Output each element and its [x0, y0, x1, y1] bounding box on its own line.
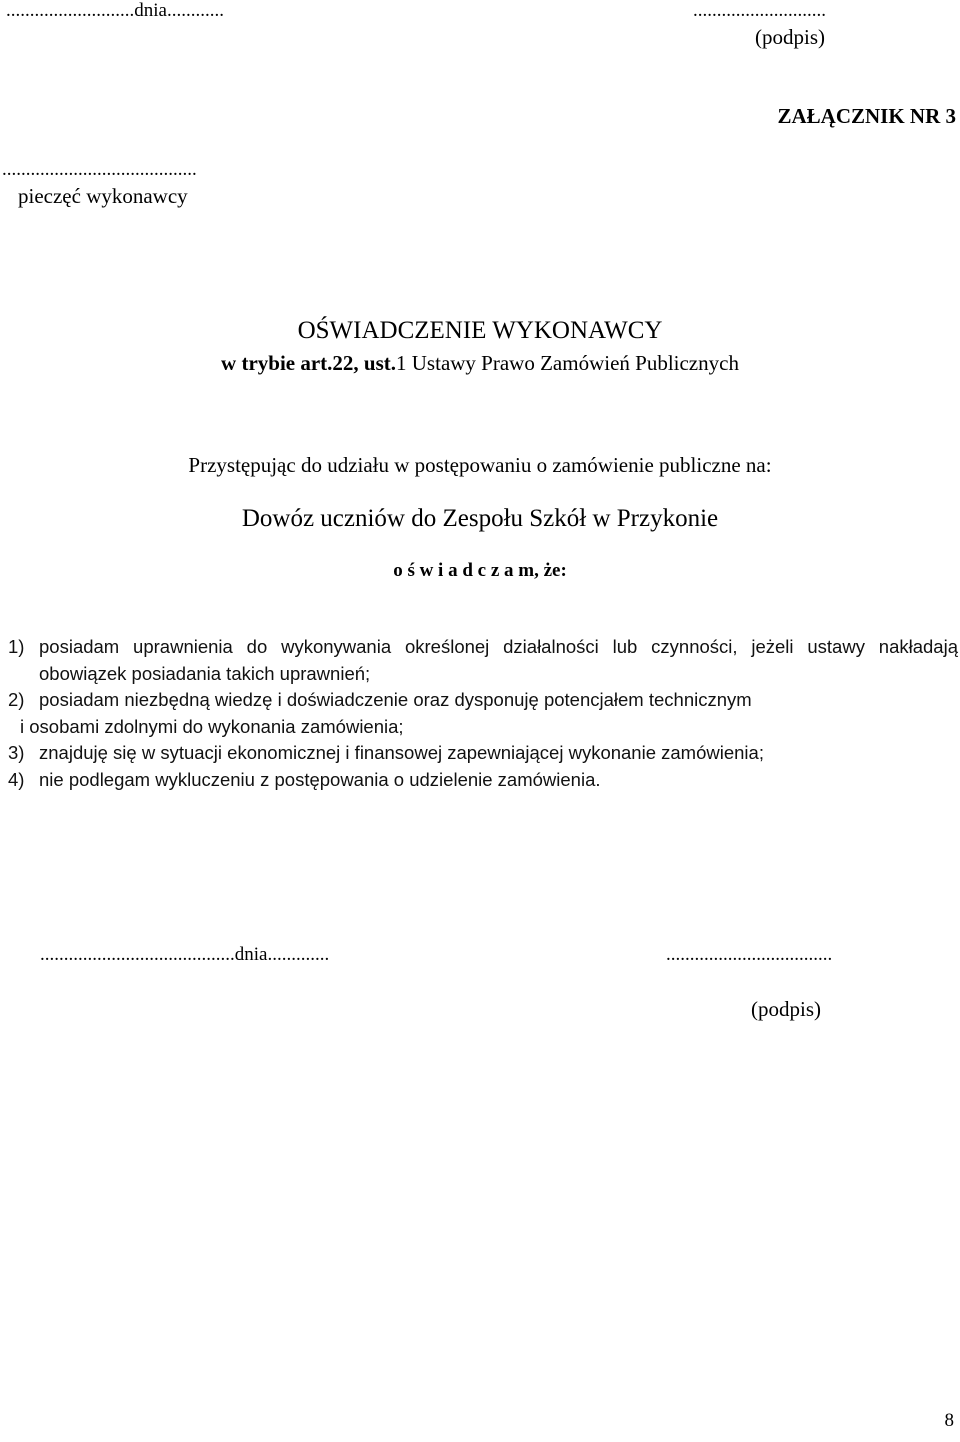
- page-number: 8: [944, 1410, 954, 1431]
- document-title: OŚWIADCZENIE WYKONAWCY: [297, 317, 663, 344]
- stamp-dots: .........................................: [2, 159, 197, 180]
- item-number: 2): [8, 689, 25, 710]
- signature-dots-top: ............................: [693, 0, 826, 21]
- stamp-label: pieczęć wykonawcy: [18, 184, 188, 208]
- item-number: 1): [8, 636, 25, 657]
- item-number: 3): [8, 742, 25, 763]
- signature-label-bottom: (podpis): [751, 997, 821, 1021]
- signature-label-top: (podpis): [755, 25, 825, 49]
- list-item: [8, 740, 958, 767]
- list-item: [8, 767, 958, 794]
- date-line-bottom: .........................................dnia.............: [40, 944, 330, 965]
- subtitle-bold-part: w trybie art.22, ust.: [221, 351, 397, 375]
- list-item: [8, 687, 958, 740]
- date-line-top: ...........................dnia............: [6, 0, 224, 21]
- item-text-line1: posiadam niezbędną wiedzę i doświadczenie oraz dysponuję potencjałem technicznym: [39, 689, 752, 710]
- list-item: [8, 634, 958, 687]
- item-text-line2: i osobami zdolnymi do wykonania zamówienia;: [20, 715, 404, 737]
- item-text: posiadam uprawnienia do wykonywania określonej działalności lub czynności, jeżeli ustawy nakładają obowiązek posiadania takich uprawnień;: [39, 636, 958, 684]
- intro-text: Przystępując do udziału w postępowaniu o zamówienie publiczne na:: [188, 453, 772, 477]
- subtitle-rest-part: 1 Ustawy Prawo Zamówień Publicznych: [396, 351, 739, 375]
- signature-dots-bottom: ...................................: [666, 944, 833, 965]
- declaration-list: [8, 634, 958, 793]
- document-subtitle: [0, 351, 960, 376]
- item-text: znajduję się w sytuacji ekonomicznej i finansowej zapewniającej wykonanie zamówienia;: [39, 742, 764, 763]
- order-subject: Dowóz uczniów do Zespołu Szkół w Przykonie: [241, 505, 719, 532]
- declaration-heading: o ś w i a d c z a m, że:: [393, 560, 567, 581]
- item-text: nie podlegam wykluczeniu z postępowania o udzielenie zamówienia.: [39, 768, 601, 790]
- item-number: 4): [8, 768, 25, 790]
- attachment-number: ZAŁĄCZNIK NR 3: [777, 104, 956, 128]
